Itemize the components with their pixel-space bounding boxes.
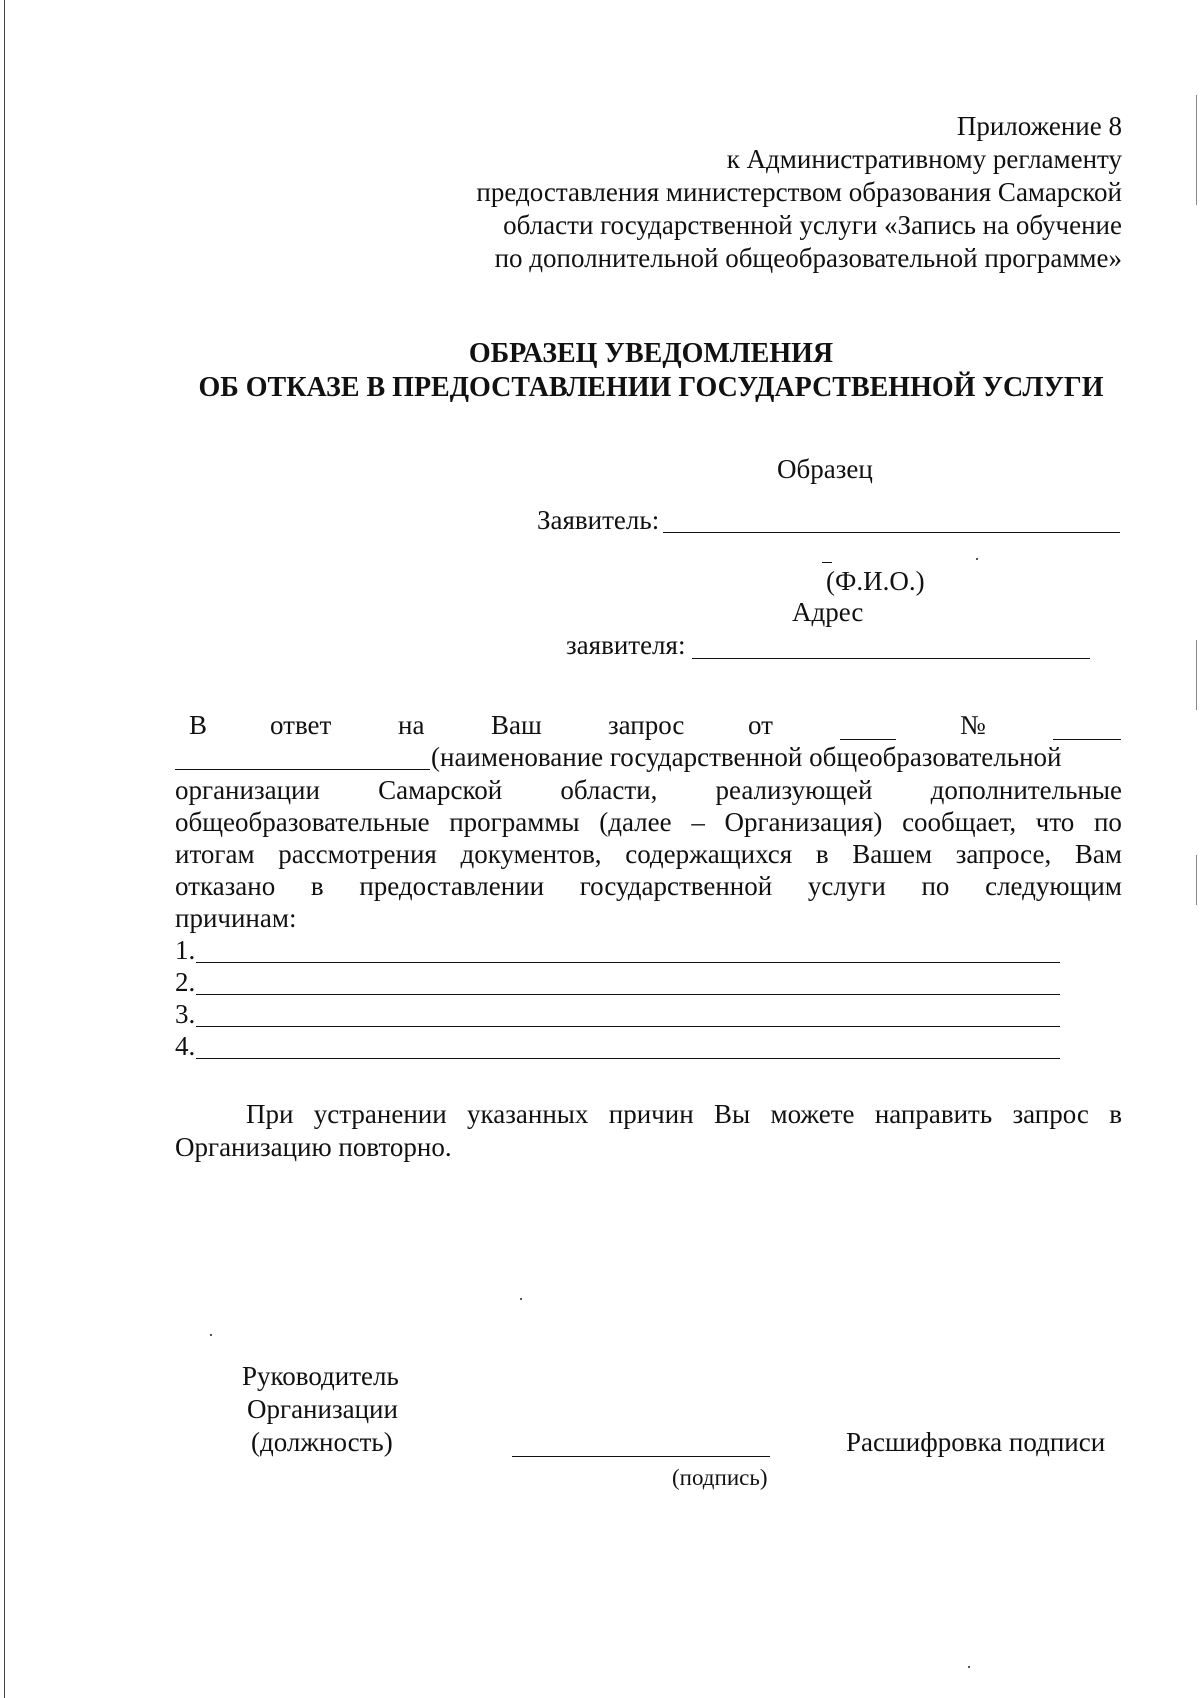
position-line: (должность): [251, 1427, 393, 1457]
signature-hint: (подпись): [672, 1465, 768, 1490]
fio-hint: (Ф.И.О.): [826, 566, 925, 596]
body-line: (наименование государственной общеобразовательной: [431, 742, 1062, 772]
reason-field-2[interactable]: [196, 994, 1060, 995]
reason-number: 1.: [175, 935, 196, 965]
closing-word: причин: [608, 1099, 694, 1129]
scan-edge-right-mark: [1196, 640, 1197, 710]
body-word: следующим: [985, 871, 1122, 901]
body-line-justified: [175, 774, 1122, 806]
body-word: по: [921, 871, 950, 901]
scan-edge-right-mark: [1196, 95, 1197, 205]
closing-word: указанных: [467, 1099, 589, 1129]
reason-number: 4.: [175, 1031, 196, 1061]
body-word: по: [1093, 807, 1122, 837]
appendix-header-line: к Административному регламенту: [726, 144, 1122, 174]
closing-word: в: [1109, 1099, 1122, 1129]
reason-field-4[interactable]: [196, 1058, 1060, 1059]
body-word: итогам: [175, 839, 255, 869]
closing-line: Организацию повторно.: [175, 1132, 452, 1162]
fio-tick: [822, 562, 832, 563]
body-word: Вашем: [852, 839, 933, 869]
closing-word: При: [246, 1099, 294, 1129]
address-label: Адрес: [792, 597, 864, 627]
body-word: что: [1035, 807, 1075, 837]
body-word: в: [815, 839, 829, 869]
closing-word: направить: [874, 1099, 993, 1129]
body-word: рассмотрения: [278, 839, 437, 869]
body-word: области,: [560, 775, 658, 805]
body-word: реализующей: [715, 775, 873, 805]
position-line: Организации: [247, 1394, 398, 1424]
reason-number: 2.: [175, 967, 196, 997]
body-word: сообщает,: [902, 807, 1017, 837]
sample-label: Образец: [777, 454, 873, 484]
body-word: общеобразовательные: [175, 807, 430, 837]
body-word: на: [398, 710, 425, 740]
appendix-header-line: Приложение 8: [956, 111, 1122, 141]
body-line: причинам:: [175, 903, 297, 933]
body-word: содержащихся: [625, 839, 793, 869]
appendix-header-line: области государственной услуги «Запись на обучение: [503, 210, 1122, 240]
body-word: программы: [449, 807, 580, 837]
body-word: Самарской: [378, 775, 503, 805]
body-word: В: [189, 710, 208, 740]
reason-number: 3.: [175, 999, 196, 1029]
appendix-header-line: по дополнительной общеобразовательной программе»: [494, 243, 1122, 273]
body-line-justified: [175, 838, 1122, 870]
closing-word: Вы: [714, 1099, 751, 1129]
closing-word: устранении: [313, 1099, 447, 1129]
signature-field[interactable]: [512, 1456, 770, 1457]
scan-speck: [210, 1334, 212, 1336]
body-word: Вам: [1074, 839, 1122, 869]
body-word: организации: [175, 775, 320, 805]
closing-word: можете: [770, 1099, 855, 1129]
body-line-justified: [175, 806, 1122, 838]
body-word: государственной: [579, 871, 773, 901]
applicant-name-field[interactable]: [663, 532, 1120, 533]
reason-field-3[interactable]: [196, 1026, 1060, 1027]
body-word: от: [748, 710, 773, 740]
request-number-field[interactable]: [1053, 739, 1121, 740]
applicant-label: Заявитель:: [537, 505, 660, 535]
body-word: запросе,: [955, 839, 1052, 869]
body-word: дополнительные: [930, 775, 1122, 805]
number-sign: №: [960, 710, 986, 740]
signature-decoding-label: Расшифровка подписи: [846, 1427, 1106, 1457]
body-word: в: [310, 871, 324, 901]
body-word: услуги: [807, 871, 886, 901]
scan-speck: [520, 1298, 522, 1300]
body-word: документов,: [460, 839, 602, 869]
body-word: Ваш: [491, 710, 542, 740]
body-word: предоставлении: [359, 871, 545, 901]
body-line-justified: [175, 870, 1122, 902]
applicant-address-field[interactable]: [692, 658, 1090, 659]
body-word: ответ: [270, 710, 332, 740]
body-word: –: [691, 807, 705, 837]
body-word: (далее: [599, 807, 672, 837]
closing-word: запрос: [1012, 1099, 1089, 1129]
organization-name-field[interactable]: [175, 769, 430, 770]
document-title-line-1: ОБРАЗЕЦ УВЕДОМЛЕНИЯ: [468, 338, 834, 369]
appendix-header: [476, 110, 1122, 275]
request-date-field[interactable]: [840, 739, 896, 740]
document-title-line-2: ОБ ОТКАЗЕ В ПРЕДОСТАВЛЕНИИ ГОСУДАРСТВЕННОЙ УСЛУГИ: [198, 372, 1104, 403]
body-word: отказано: [175, 871, 276, 901]
scan-edge-right-mark: [1196, 855, 1197, 905]
address-label-continued: заявителя:: [566, 630, 686, 660]
reason-field-1[interactable]: [196, 962, 1060, 963]
body-word: запрос: [608, 710, 685, 740]
appendix-header-line: предоставления министерством образования Самарской: [476, 177, 1122, 207]
scan-edge-left: [4, 0, 5, 1698]
body-word: Организация): [724, 807, 883, 837]
closing-line-justified: [246, 1098, 1122, 1130]
position-line: Руководитель: [242, 1361, 399, 1391]
scan-speck: [968, 1666, 970, 1668]
scan-speck: [976, 558, 978, 560]
